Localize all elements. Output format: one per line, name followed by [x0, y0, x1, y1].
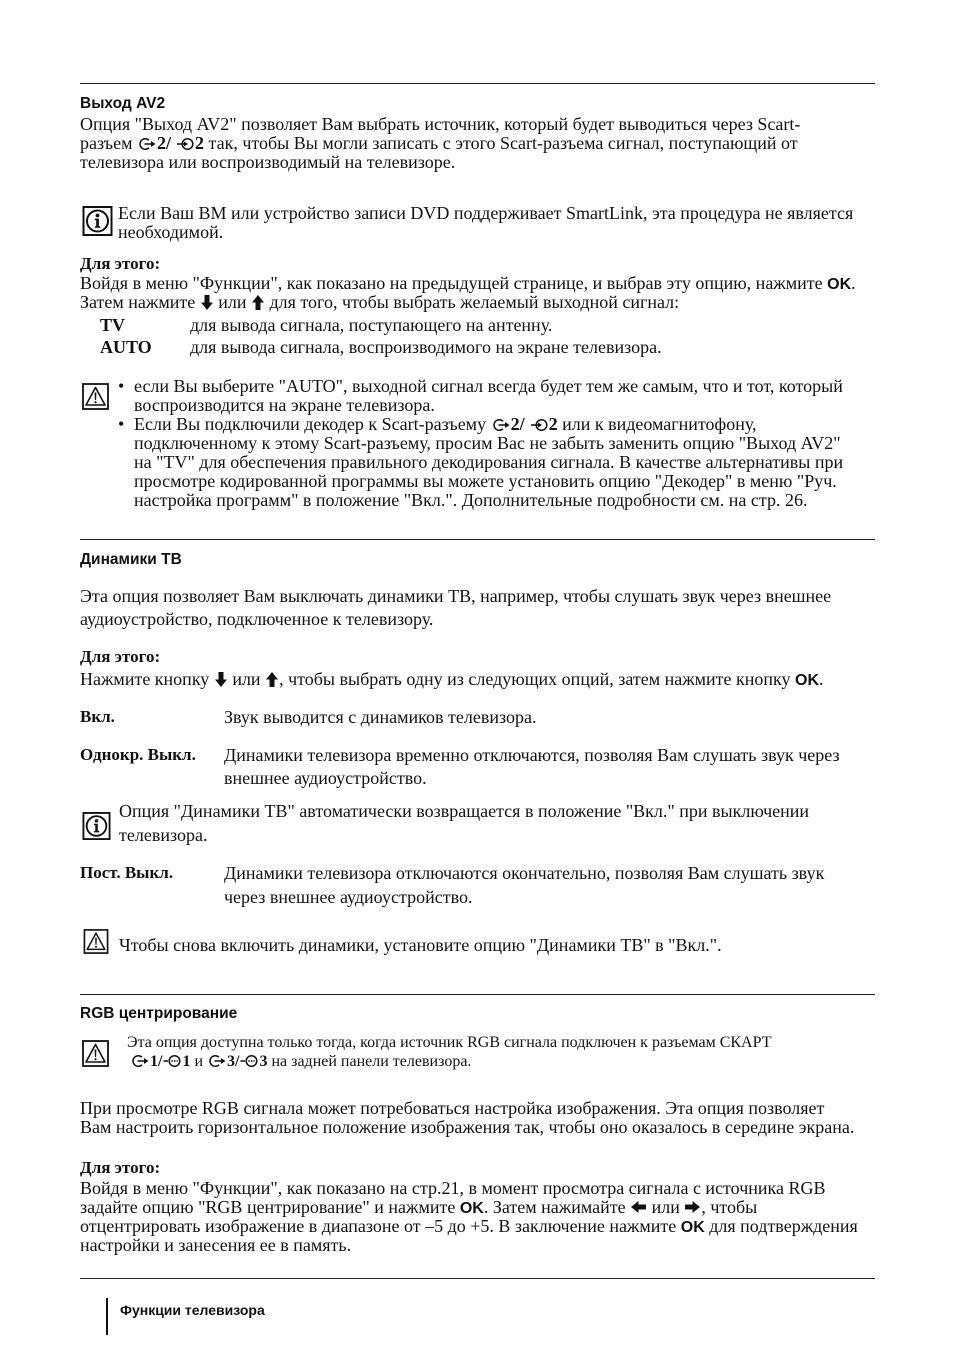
section-heading-av2-output: Выход AV2 — [80, 95, 166, 112]
warning-text: или к видеомагнитофону, — [557, 414, 757, 434]
warning-line: Эта опция доступна только тогда, когда источник RGB сигнала подключен к разъемам СКАРТ — [127, 1034, 772, 1051]
speakers-intro-line: Эта опция позволяет Вам выключать динамики ТВ, например, чтобы слушать звук через внешнее — [80, 586, 832, 606]
scart-rgb-input-icon — [163, 1054, 181, 1068]
warning-text: Если Вы подключили декодер к Scart-разъему — [134, 414, 491, 434]
procedure-text: задайте опцию "RGB центрирование" и нажмите — [80, 1197, 460, 1217]
warning-text: и — [190, 1053, 208, 1070]
arrow-down-icon — [201, 295, 213, 310]
section-divider — [80, 83, 875, 84]
warning-line: настройка программ" в положение "Вкл.". Дополнительные подробности см. на стр. 26. — [134, 490, 808, 510]
procedure-line: Войдя в меню "Функции", как показано на стр.21, в момент просмотра сигнала с источника RGB — [80, 1178, 826, 1198]
option-key-on: Вкл. — [80, 707, 115, 726]
section-heading-tv-speakers: Динамики ТВ — [80, 551, 182, 568]
warning-line: воспроизводится на экране телевизора. — [134, 395, 435, 415]
procedure-text: Затем нажмите — [80, 292, 200, 312]
option-description: через внешнее аудиоустройство. — [224, 887, 473, 907]
procedure-text: Войдя в меню "Функции", как показано на предыдущей странице, и выбрав эту опцию, нажмите — [80, 273, 828, 293]
scart-input-icon — [530, 418, 548, 432]
scart-socket-number: 1 — [182, 1053, 191, 1070]
info-note-line: Опция "Динамики ТВ" автоматически возвращается в положение "Вкл." при выключении — [119, 801, 810, 821]
option-description: для вывода сигнала, поступающего на антенну. — [190, 315, 553, 335]
warning-text: на задней панели телевизора. — [267, 1053, 472, 1070]
procedure-text: , чтобы выбрать одну из следующих опций, затем нажмите кнопку — [279, 669, 796, 689]
warning-icon — [83, 929, 109, 954]
warning-line: на "TV" для обеспечения правильного декодирования сигнала. В качестве альтернативы при — [134, 452, 844, 472]
arrow-down-icon — [215, 672, 227, 687]
scart-output-icon — [208, 1054, 226, 1068]
scart-output-icon — [131, 1054, 149, 1068]
section-divider — [80, 994, 875, 995]
warning-icon — [82, 1040, 109, 1067]
procedure-label: Для этого: — [80, 1158, 161, 1177]
bullet: • — [118, 414, 125, 434]
procedure-line — [80, 292, 679, 312]
scart-socket-number: 2/ — [156, 133, 171, 153]
option-key-temporary-off: Однокр. Выкл. — [80, 745, 196, 764]
scart-socket-number: 1/ — [150, 1053, 163, 1070]
warning-icon — [82, 383, 109, 410]
info-icon — [82, 812, 111, 840]
option-description: Звук выводится с динамиков телевизора. — [224, 707, 537, 727]
procedure-line: настройки и занесения ее в память. — [80, 1235, 352, 1255]
procedure-text: или — [213, 292, 251, 312]
procedure-text: , чтобы — [701, 1197, 758, 1217]
ok-key-label: OK — [795, 672, 820, 689]
scart-output-icon — [492, 418, 510, 432]
rgb-intro-line: При просмотре RGB сигнала может потребоваться настройка изображения. Эта опция позволяет — [80, 1098, 825, 1118]
procedure-text: Нажмите кнопку — [80, 669, 214, 689]
arrow-up-icon — [266, 672, 278, 687]
option-key-auto: AUTO — [100, 337, 152, 357]
option-description: внешнее аудиоустройство. — [224, 768, 427, 788]
warning-line: подключенному к этому Scart-разъему, просим Вас не забыть заменить опцию "Выход AV2" — [134, 433, 841, 453]
footer-marker-bar — [106, 1298, 108, 1335]
arrow-right-icon — [685, 1201, 700, 1213]
warning-line: Чтобы снова включить динамики, установите опцию "Динамики ТВ" в "Вкл.". — [119, 935, 722, 955]
scart-socket-number: 2 — [195, 133, 204, 153]
av2-intro-line: Опция "Выход AV2" позволяет Вам выбрать источник, который будет выводиться через Scart- — [80, 114, 801, 134]
av2-intro-line — [80, 133, 798, 153]
warning-line: если Вы выберите "AUTO", выходной сигнал всегда будет тем же самым, что и тот, который — [134, 376, 843, 396]
bullet: • — [118, 376, 125, 396]
procedure-label: Для этого: — [80, 647, 161, 666]
procedure-text: для подтверждения — [704, 1216, 858, 1236]
option-key-tv: TV — [100, 315, 126, 335]
procedure-text: для того, чтобы выбрать желаемый выходной сигнал: — [264, 292, 680, 312]
info-note-line: телевизора. — [119, 825, 208, 845]
speakers-intro-line: аудиоустройство, подключенное к телевизору. — [80, 609, 434, 629]
scart-socket-number: 2/ — [510, 414, 525, 434]
info-icon — [82, 206, 113, 236]
info-note-line: Если Ваш ВМ или устройство записи DVD поддерживает SmartLink, эта процедура не является — [118, 203, 854, 223]
warning-line — [130, 1052, 471, 1072]
rgb-intro-line: Вам настроить горизонтальное положение изображения так, чтобы оно оказалось в середине экрана. — [80, 1117, 855, 1137]
section-heading-rgb-centring: RGB центрирование — [80, 1005, 238, 1022]
arrow-left-icon — [631, 1201, 646, 1213]
scart-socket-number: 2 — [548, 414, 558, 434]
av2-intro-text: так, чтобы Вы могли записать с этого Scart-разъема сигнал, поступающий от — [204, 133, 798, 153]
footer-chapter-title: Функции телевизора — [120, 1302, 265, 1318]
option-description: для вывода сигнала, воспроизводимого на экране телевизора. — [190, 337, 662, 357]
ok-key-label: OK — [680, 1219, 705, 1236]
procedure-text: . — [819, 669, 824, 689]
procedure-label: Для этого: — [80, 254, 161, 273]
option-description: Динамики телевизора временно отключаются, позволяя Вам слушать звук через — [224, 745, 840, 765]
option-key-permanent-off: Пост. Выкл. — [80, 863, 174, 882]
info-note-line: необходимой. — [118, 222, 224, 242]
scart-socket-number: 3 — [259, 1053, 268, 1070]
footer-divider — [80, 1278, 875, 1279]
warning-line — [134, 414, 757, 434]
arrow-up-icon — [252, 295, 264, 310]
procedure-text: . — [851, 273, 856, 293]
procedure-text: . Затем нажимайте — [483, 1197, 631, 1217]
av2-intro-line: телевизора или воспроизводимый на телевизоре. — [80, 152, 456, 172]
section-divider — [80, 539, 875, 540]
procedure-text: отцентрировать изображение в диапазоне от –5 до +5. В заключение нажмите — [80, 1216, 681, 1236]
scart-rgb-input-icon — [240, 1054, 258, 1068]
procedure-text: или — [647, 1197, 685, 1217]
scart-input-icon — [176, 137, 194, 151]
procedure-text: или — [227, 669, 266, 689]
av2-intro-text: разъем — [80, 133, 137, 153]
procedure-line — [80, 669, 824, 691]
scart-output-icon — [138, 137, 156, 151]
warning-line: просмотре кодированной программы вы можете установить опцию "Декодер" в меню "Руч. — [134, 471, 837, 491]
option-description: Динамики телевизора отключаются окончательно, позволяя Вам слушать звук — [224, 863, 825, 883]
scart-socket-number: 3/ — [227, 1053, 240, 1070]
ok-key-label: OK — [459, 1200, 484, 1217]
ok-key-label: OK — [827, 276, 852, 293]
